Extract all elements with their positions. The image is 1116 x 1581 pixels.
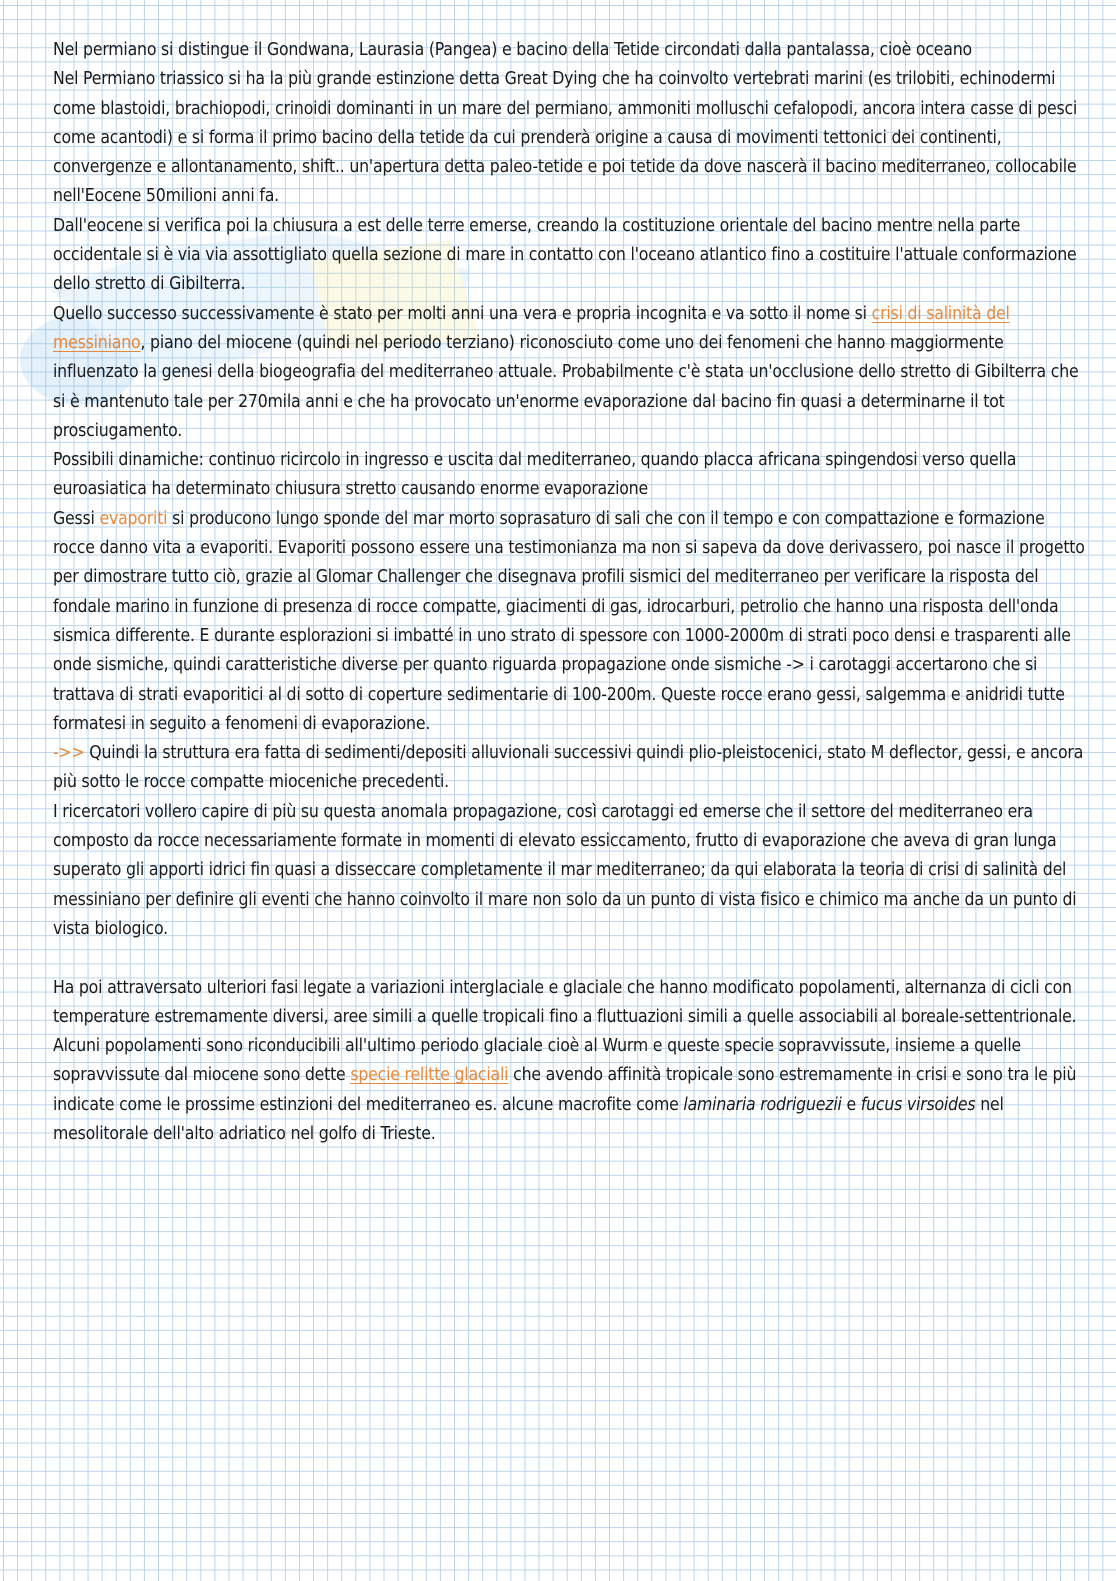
- species-fucus: fucus virsoides: [860, 1094, 976, 1115]
- paragraph-dinamiche: Possibili dinamiche: continuo ricircolo in ingresso e uscita dal mediterraneo, quando placca africana spingendosi verso quella euroasiatica ha determinato chiusura stretto causando enorme evaporazione: [53, 450, 1017, 500]
- link-specie-relitte-glaciali[interactable]: specie relitte glaciali: [350, 1065, 509, 1086]
- highlight-evaporiti: evaporiti: [99, 508, 168, 529]
- paragraph-glaciale: [53, 974, 1085, 1150]
- species-laminaria: laminaria rodriguezii: [683, 1094, 842, 1115]
- paragraph-struttura: [53, 739, 1085, 798]
- paragraph-evaporiti-lead: Gessi: [53, 508, 100, 529]
- paragraph-eocene: Dall'eocene si verifica poi la chiusura a est delle terre emerse, creando la costituzione orientale del bacino mentre nella parte occidentale si è via via assottigliato quella sezione di mare in contatto con l'oceano atlantico fino a costituire l'attuale conformazione dello stretto di Gibilterra.: [53, 215, 1077, 295]
- paragraph-messiniano: [53, 300, 1085, 446]
- conjunction-e: e: [841, 1094, 861, 1115]
- arrow-marker: ->>: [53, 743, 85, 764]
- paragraph-messiniano-text: Quello successo successivamente è stato per molti anni una vera e propria incognita e va sotto il nome si: [53, 303, 872, 324]
- link-crisi-salinita-messiniano[interactable]: crisi di salinità del messiniano: [53, 303, 1010, 353]
- paragraph-permiano: Nel permiano si distingue il Gondwana, Laurasia (Pangea) e bacino della Tetide circondati dalla pantalassa, cioè oceano: [53, 40, 972, 60]
- paragraph-evaporiti-text: si producono lungo sponde del mar morto soprasaturo di sali che con il tempo e con compattazione e formazione rocce danno vita a evaporiti. Evaporiti possono essere una testimonianza ma non si sapeva da dove derivassero, poi nasce il progetto per dimostrare tutto ciò, grazie al Glomar Challenger che disegnava profili sismici del mediterraneo per verificare la risposta del fondale marino in funzione di presenza di rocce compatte, giacimenti di gas, idrocarburi, petrolio che hanno una risposta dell'onda sismica differente. E durante esplorazioni si imbatté in uno strato di spessore con 1000-2000m di strati poco densi e trasparenti alle onde sismiche, quindi caratteristiche diverse per quanto riguarda propagazione onde sismiche -> i carotaggi accertarono che si trattava di strati evaporitici al di sotto di coperture sedimentarie di 100-200m. Queste rocce erano gessi, salgemma e anidridi tutte formatesi in seguito a fenomeni di evaporazione.: [53, 508, 1085, 734]
- paragraph-glaciale-text-2: che avendo affinità tropicale sono estremamente in crisi e sono tra le più indicate come le prossime estinzioni del mediterraneo es. alcune macrofite come: [53, 1065, 1077, 1115]
- paragraph-evaporiti: [53, 505, 1085, 739]
- paragraph-great-dying: Nel Permiano triassico si ha la più grande estinzione detta Great Dying che ha coinvolto vertebrati marini (es trilobiti, echinodermi come blastoidi, brachiopodi, crinoidi dominanti in un mare del permiano, ammoniti molluschi cefalopodi, ancora intera casse di pesci come acantodi) e si forma il primo bacino della tetide da cui prenderà origine a causa di movimenti tettonici dei continenti, convergenze e allontanamento, shift.. un'apertura detta paleo-tetide e poi tetide da dove nascerà il bacino mediterraneo, collocabile nell'Eocene 50milioni anni fa.: [53, 69, 1078, 207]
- document-body: [53, 36, 1085, 1149]
- paragraph-gap: [53, 944, 1085, 973]
- paragraph-glaciale-end: nel mesolitorale dell'alto adriatico nel golfo di Trieste.: [53, 1094, 1004, 1144]
- paragraph-glaciale-text: Ha poi attraversato ulteriori fasi legate a variazioni interglaciale e glaciale che hanno modificato popolamenti, alternanza di cicli con temperature estremamente diversi, aree simili a quelle tropicali fino a fluttuazioni simili a quelle associabili al boreale-settentrionale. Alcuni popolamenti sono riconducibili all'ultimo periodo glaciale cioè al Wurm e queste specie sopravvissute, insieme a quelle sopravvissute dal miocene sono dette: [53, 977, 1077, 1086]
- paragraph-messiniano-text-2: , piano del miocene (quindi nel periodo terziano) riconosciuto come uno dei fenomeni che hanno maggiormente influenzato la genesi della biogeografia del mediterraneo attuale. Probabilmente c'è stata un'occlusione dello stretto di Gibilterra che si è mantenuto tale per 270mila anni e che ha provocato un'enorme evaporazione dal bacino fin quasi a determinarne il tot prosciugamento.: [53, 332, 1079, 441]
- paragraph-ricercatori: I ricercatori vollero capire di più su questa anomala propagazione, così carotaggi ed emerse che il settore del mediterraneo era composto da rocce necessariamente formate in momenti di elevato essiccamento, frutto di evaporazione che aveva di gran lunga superato gli apporti idrici fin quasi a disseccare completamente il mar mediterraneo; da qui elaborata la teoria di crisi di salinità del messiniano per definire gli eventi che hanno coinvolto il mare non solo da un punto di vista fisico e chimico ma anche da un punto di vista biologico.: [53, 801, 1077, 939]
- paragraph-struttura-text: Quindi la struttura era fatta di sedimenti/depositi alluvionali successivi quindi plio-pleistocenici, stato M deflector, gessi, e ancora più sotto le rocce compatte mioceniche precedenti.: [53, 743, 1084, 793]
